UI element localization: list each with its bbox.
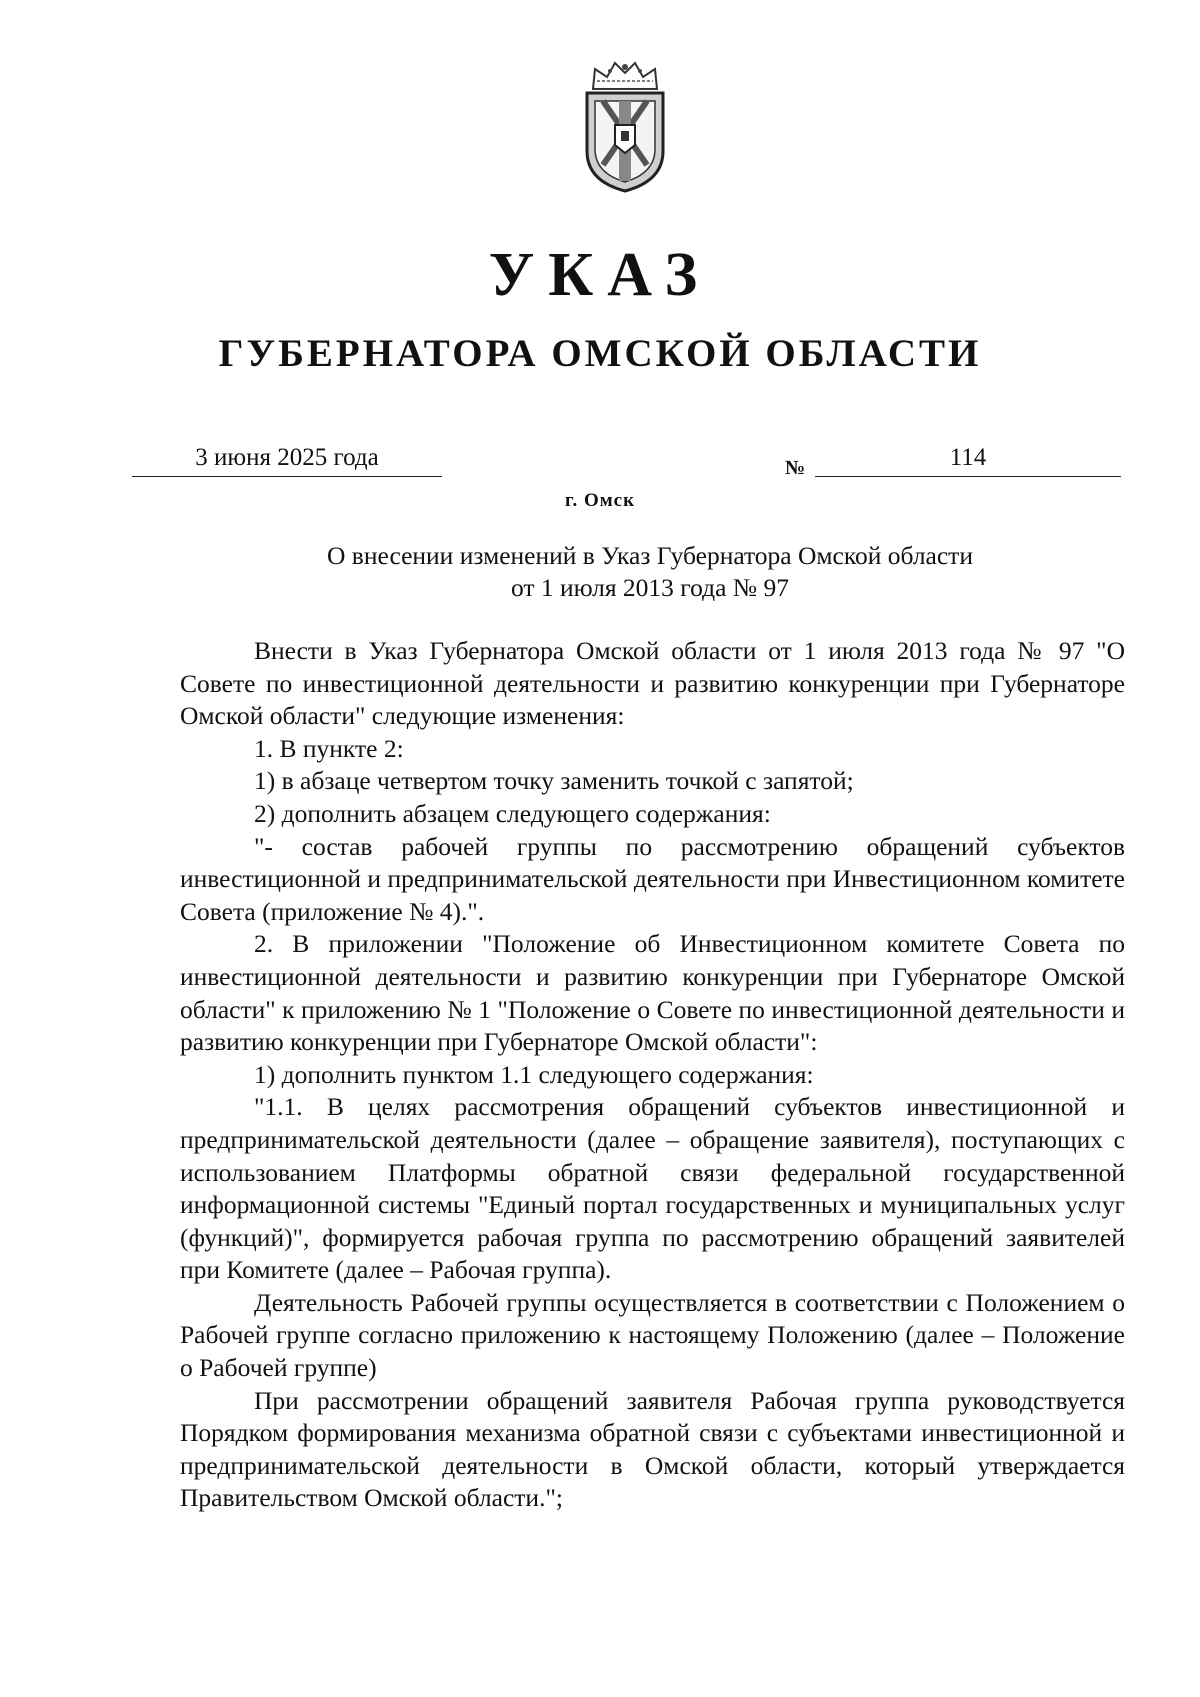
paragraph: 1. В пункте 2:	[254, 733, 404, 763]
paragraph: "1.1. В целях рассмотрения обращений субъектов инвестиционной и предпринимательской деятельности (далее – обращение заявителя), поступающих с использованием Платформы обратной связи федеральной государственной информационной системы "Единый портал государственных и муниципальных услуг (функций)", формируется рабочая группа по рассмотрению обращений заявителей при Комитете (далее – Рабочая группа).	[180, 1092, 1125, 1285]
number-sign: №	[785, 457, 806, 479]
heading-line-2: от 1 июля 2013 года № 97	[510, 573, 790, 602]
document-body	[180, 635, 1125, 1515]
paragraph: 2. В приложении "Положение об Инвестиционном комитете Совета по инвестиционной деятельности и развитию конкуренции при Губернаторе Омской области" к приложению № 1 "Положение о Совете по инвестиционной деятельности и развитию конкуренции при Губернаторе Омской области":	[180, 929, 1125, 1057]
heading-line-1: О внесении изменений в Указ Губернатора Омской области	[327, 541, 973, 570]
document-date: 3 июня 2025 года	[132, 442, 442, 477]
paragraph: "- состав рабочей группы по рассмотрению обращений субъектов инвестиционной и предпринимательской деятельности при Инвестиционном комитете Совета (приложение № 4).".	[180, 831, 1125, 926]
paragraph: Внести в Указ Губернатора Омской области от 1 июля 2013 года № 97 "О Совете по инвестиционной деятельности и развитию конкуренции при Губернаторе Омской области" следующие изменения:	[180, 636, 1125, 731]
document-title: УКАЗ	[488, 241, 712, 309]
paragraph: 1) дополнить пунктом 1.1 следующего содержания:	[254, 1059, 814, 1089]
paragraph: При рассмотрении обращений заявителя Рабочая группа руководствуется Порядком формирования механизма обратной связи с субъектами инвестиционной и предпринимательской деятельности в Омской области, который утверждается Правительством Омской области.";	[180, 1385, 1125, 1513]
document-number: 114	[815, 442, 1121, 477]
paragraph: Деятельность Рабочей группы осуществляется в соответствии с Положением о Рабочей группе согласно приложению к настоящему Положению (далее – Положение о Рабочей группе)	[180, 1287, 1125, 1383]
document-heading	[200, 540, 1100, 604]
coat-of-arms-icon	[575, 55, 675, 195]
paragraph: 2) дополнить абзацем следующего содержания:	[254, 798, 771, 828]
paragraph: 1) в абзаце четвертом точку заменить точкой с запятой;	[254, 766, 854, 796]
document-city: г. Омск	[564, 490, 636, 511]
document-subtitle: ГУБЕРНАТОРА ОМСКОЙ ОБЛАСТИ	[218, 332, 982, 375]
